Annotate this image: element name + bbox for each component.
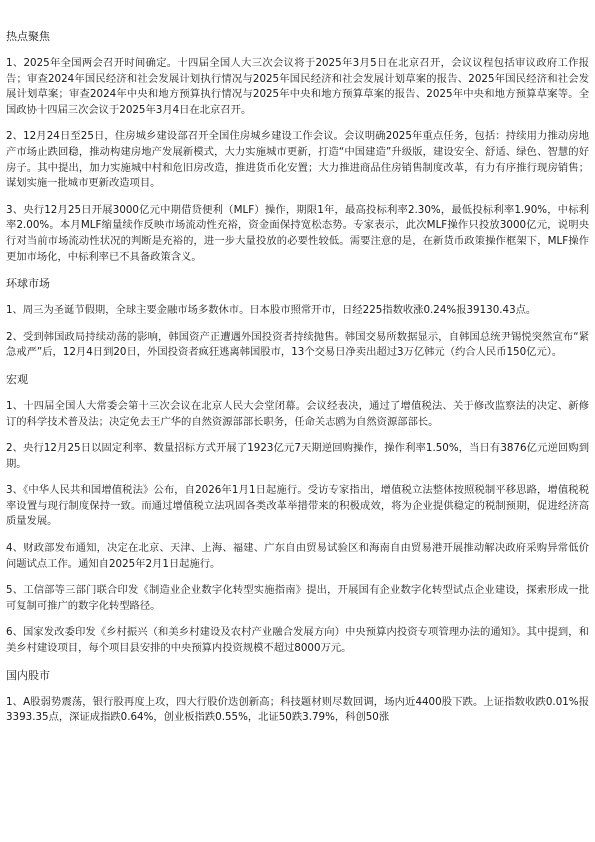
section-heading: 环球市场 xyxy=(6,277,50,291)
paragraph: 1、十四届全国人大常委会第十三次会议在北京人民大会堂闭幕。会议经表决，通过了增值税法、关于修改监察法的决定、新修订的科学技术普及法；决定免去王广华的自然资源部部长职务，任命关志鸥为自然资源部部长。 xyxy=(6,399,589,428)
paragraph: 2、央行12月25日以固定利率、数量招标方式开展了1923亿元7天期逆回购操作，操作利率1.50%，当日有3876亿元逆回购到期。 xyxy=(6,442,589,470)
paragraph: 1、A股弱势震荡，银行股再度上攻，四大行股价迭创新高；科技题材则尽数回调，场内近4400股下跌。上证指数收跌0.01%报3393.35点，深证成指跌0.64%，创业板指跌0.55%，北证50跌3.79%，科创50涨 xyxy=(6,695,589,724)
paragraph: 2、12月24日至25日，住房城乡建设部召开全国住房城乡建设工作会议。会议明确2025年重点任务，包括：持续用力推动房地产市场止跌回稳，推动构建房地产发展新模式，大力实施城市更新，打造“中国建造”升级版，建设安全、舒适、绿色、智慧的好房子。其中提出，加力实施城中村和危旧房改造，推进货币化安置；大力推进商品住房销售制度改革，有力有序推行现房销售；谋划实施一批城市更新改造项目。 xyxy=(6,130,589,190)
section-heading: 国内股市 xyxy=(6,668,50,682)
section-macro xyxy=(6,372,589,657)
paragraph: 5、工信部等三部门联合印发《制造业企业数字化转型实施指南》提出，开展国有企业数字化转型试点企业建设，探索形成一批可复制可推广的数字化转型路径。 xyxy=(6,584,589,612)
section-hot-focus xyxy=(6,29,589,265)
paragraph: 1、2025年全国两会召开时间确定。十四届全国人大三次会议将于2025年3月5日在北京召开，会议议程包括审议政府工作报告；审查2024年国民经济和社会发展计划执行情况与2025年国民经济和社会发展计划草案的报告、2025年国民经济和社会发展计划草案；审查2024年中央和地方预算执行情况与2025年中央和地方预算草案的报告、2025年中央和地方预算草案等。全国政协十四届三次会议于2025年3月4日在北京召开。 xyxy=(6,57,589,116)
section-global-markets xyxy=(6,276,589,361)
section-heading: 宏观 xyxy=(6,372,28,386)
section-heading: 热点聚焦 xyxy=(6,30,50,43)
paragraph: 3、《中华人民共和国增值税法》公布，自2026年1月1日起施行。受访专家指出，增值税立法整体按照税制平移思路，增值税税率设置与现行制度保持一致。而通过增值税立法巩固各类改革举措带来的积极成效，将为企业提供稳定的税制预期，促进经济高质量发展。 xyxy=(6,484,589,528)
paragraph: 1、周三为圣诞节假期，全球主要金融市场多数休市。日本股市照常开市，日经225指数收涨0.24%报39130.43点。 xyxy=(6,304,537,317)
paragraph: 6、国家发改委印发《乡村振兴（和美乡村建设及农村产业融合发展方向）中央预算内投资专项管理办法的通知》。其中提到，和美乡村建设项目，每个项目县安排的中央预算内投资规模不超过8000万元。 xyxy=(6,626,589,655)
paragraph: 2、受到韩国政局持续动荡的影响，韩国资产正遭遇外国投资者持续抛售。韩国交易所数据显示，自韩国总统尹锡悦突然宣布“紧急戒严”后，12月4日到20日，外国投资者疯狂逃离韩国股市，13个交易日净卖出超过3万亿韩元（约合人民币150亿元）。 xyxy=(6,330,589,359)
section-domestic-stocks xyxy=(6,668,589,726)
paragraph: 4、财政部发布通知，决定在北京、天津、上海、福建、广东自由贸易试验区和海南自由贸易港开展推动解决政府采购异常低价问题试点工作。通知自2025年2月1日起施行。 xyxy=(6,542,589,570)
paragraph: 3、央行12月25日开展3000亿元中期借贷便利（MLF）操作，期限1年，最高投标利率2.30%，最低投标利率1.90%，中标利率2.00%。本月MLF缩量续作反映市场流动性充裕，资金面保持宽松态势。专家表示，此次MLF操作只投放3000亿元，说明央行对当前市场流动性状况的判断是充裕的，进一步大量投放的必要性较低。需要注意的是，在新货币政策操作框架下，MLF操作更加市场化，中标利率已不具备政策含义。 xyxy=(6,203,589,263)
